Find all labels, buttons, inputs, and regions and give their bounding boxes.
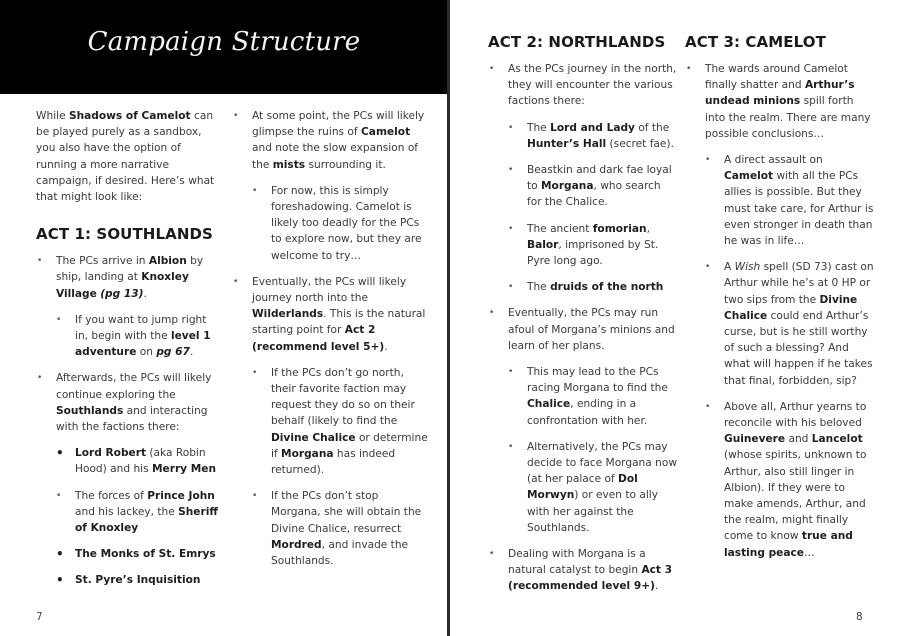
list-item-prince-john: • The forces of Prince John and his lackey, the Sheriff of Knoxley [56, 489, 218, 535]
bullet-icon: • [37, 256, 43, 267]
right-page [450, 0, 900, 636]
bullet-icon: • [508, 165, 514, 176]
bullet-icon: • [233, 111, 239, 121]
page-number-left: 7 [36, 611, 43, 623]
act1-heading: ACT 1: SOUTHLANDS [36, 225, 213, 244]
list-item-journey-north: • Eventually, the PCs will likely journey north into the Wilderlands. This is the natural starting point for Act 2 (recommend level 5+). [233, 275, 426, 353]
list-item-racing-morgana: • This may lead to the PCs racing Morgana to find the Chalice, ending in a confrontation with her. [508, 366, 668, 427]
bullet-icon: • [705, 155, 711, 166]
left-column-1 [36, 108, 220, 599]
list-item-run-afoul: • Eventually, the PCs may run afoul of Morgana’s minions and learn of her plans. [489, 307, 675, 352]
bullet-icon: • [233, 276, 239, 287]
list-item-druids: • The druids of the north [507, 279, 678, 295]
list-item-dont-stop-morgana: • If the PCs don’t stop Morgana, she will obtain the Divine Chalice, resurrect Mordred, and invade the Southlands. [252, 490, 422, 568]
list-item-reconcile: • Above all, Arthur yearns to reconcile with his beloved Guinevere and Lancelot (whose spirits, unknown to Arthur, also still linger in Albion). If they were to make amends, Arthur, and the realm, might finally come to know true and lasting peace… [705, 400, 867, 559]
list-item-arrive: • The PCs arrive in Albion by ship, landing at Knoxley Village (pg 13). [37, 255, 204, 300]
title-banner [0, 0, 448, 94]
bullet-icon: • [705, 401, 711, 412]
list-item-dealing-with-morgana: • Dealing with Morgana is a natural catalyst to begin Act 3 (recommended level 9+). [489, 548, 673, 593]
bullet-icon: • [56, 490, 62, 501]
right-column-1 [488, 33, 678, 605]
bullet-icon: • [56, 446, 64, 461]
list-item-beastkin: • Beastkin and dark fae loyal to Morgana, who search for the Chalice. [508, 164, 672, 209]
list-item-direct-assault: • A direct assault on Camelot with all the PCs allies is possible. But they must take care, for Arthur is even stronger in death than he was in life… [705, 154, 874, 248]
list-item-fomorian: • The ancient fomorian, Balor, imprisoned by St. Pyre long ago. [508, 222, 659, 268]
list-item-dont-go-north: • If the PCs don’t go north, their favorite faction may request they do so on their behalf (likely to find the Divine Chalice or determine if Morgana has indeed returned). [252, 366, 428, 477]
bullet-icon: • [489, 308, 495, 319]
list-item-glimpse-camelot: • At some point, the PCs will likely glimpse the ruins of Camelot and note the slow expansion of the mists surrounding it. [233, 110, 425, 171]
bullet-icon: • [508, 441, 514, 452]
page-title: Campaign Structure [87, 27, 361, 57]
left-page [0, 0, 448, 636]
bullet-icon: • [508, 367, 514, 378]
list-item-alternatively: • Alternatively, the PCs may decide to face Morgana now (at her palace of Dol Morwyn) or even to ally with her against the Southlands. [508, 440, 677, 534]
bullet-icon: • [508, 223, 514, 234]
list-item-jump-in: • If you want to jump right in, begin with the level 1 adventure on pg 67. [56, 313, 211, 359]
bullet-icon: • [508, 122, 514, 133]
list-item-journey-in-north: • As the PCs journey in the north, they will encounter the various factions there: [489, 63, 677, 108]
list-item-lord-and-lady: • The Lord and Lady of the Hunter’s Hall (secret fae). [508, 121, 674, 150]
list-item-foreshadowing: • For now, this is simply foreshadowing. Camelot is likely too deadly for the PCs to explore now, but they are welcome to try… [252, 184, 422, 262]
list-item-monks: • The Monks of St. Emrys [56, 547, 216, 562]
intro-paragraph: While Shadows of Camelot can be played purely as a sandbox, you also have the option of running a more narrative campaign, if desired. Here’s what that might look like: [36, 110, 215, 204]
list-item-wish-spell: • A Wish spell (SD 73) cast on Arthur while he’s at 0 HP or two sips from the Divine Chalice could end Arthur’s curse, but is he still worthy of such a blessing? And what will happen if he takes that final, forbidden, sip? [705, 261, 874, 387]
right-column-2 [685, 33, 875, 571]
list-item-inquisition: • St. Pyre’s Inquisition [56, 573, 201, 588]
page-number-right: 8 [856, 611, 863, 623]
bullet-icon: • [489, 64, 495, 74]
bullet-icon: • [56, 547, 64, 562]
bullet-icon: • [37, 373, 43, 384]
act2-heading: ACT 2: NORTHLANDS [488, 33, 666, 51]
list-item-lord-robert: • Lord Robert (aka Robin Hood) and his Merry Men [56, 446, 217, 476]
act3-heading: ACT 3: CAMELOT [685, 33, 826, 51]
bullet-icon: • [686, 64, 692, 74]
bullet-icon: • [252, 491, 258, 502]
bullet-icon: • [508, 282, 514, 293]
bullet-icon: • [56, 573, 64, 588]
list-item-afterwards: • Afterwards, the PCs will likely continue exploring the Southlands and interacting with the factions there: [37, 372, 212, 434]
list-item-wards-shatter: • The wards around Camelot finally shatter and Arthur’s undead minions spill forth into the realm. There are many possible conclusions… [686, 63, 871, 140]
bullet-icon: • [705, 262, 711, 273]
left-column-2 [232, 108, 428, 579]
bullet-icon: • [489, 549, 495, 560]
bullet-icon: • [252, 367, 258, 378]
bullet-icon: • [56, 314, 62, 325]
bullet-icon: • [252, 185, 258, 196]
